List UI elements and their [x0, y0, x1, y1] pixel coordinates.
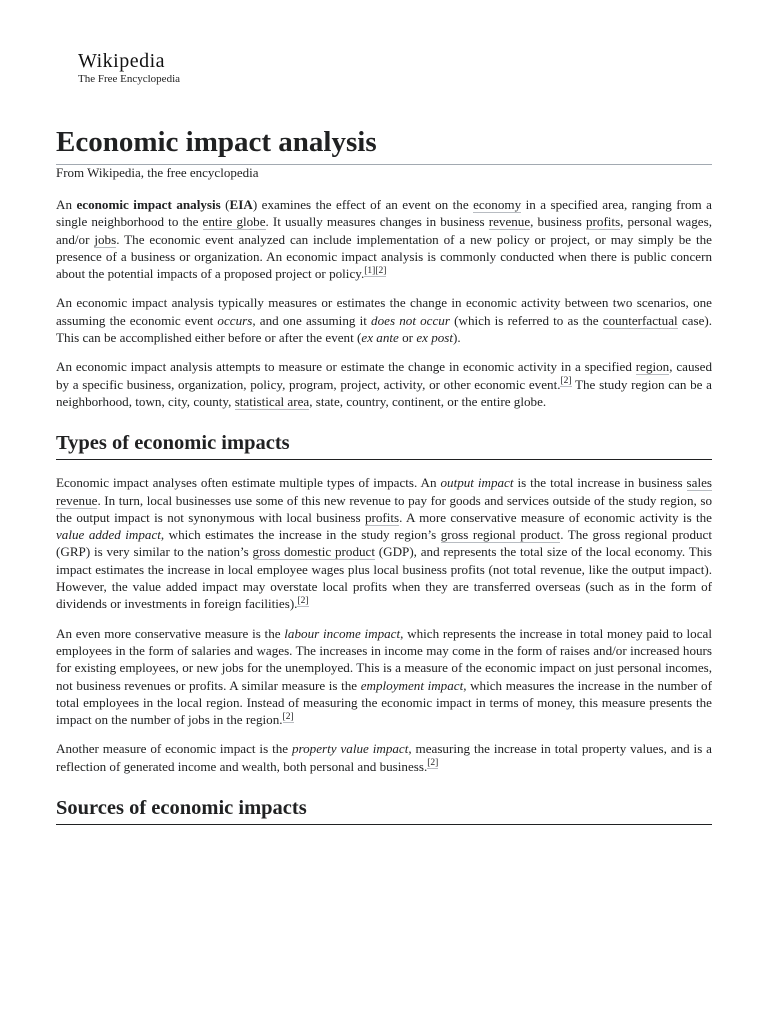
- link-entire-globe[interactable]: entire globe: [202, 214, 266, 230]
- link-sales-revenue[interactable]: sales revenue: [56, 475, 712, 508]
- link-gross-regional-product[interactable]: gross regional product: [440, 527, 561, 543]
- reference-link-1[interactable]: [1]: [364, 265, 376, 276]
- link-counterfactual[interactable]: counterfactual: [602, 312, 678, 328]
- intro-paragraph-2: An economic impact analysis typically measures or estimates the change in economic activity between two scenarios, one assuming the economic event occurs, and one assuming it does not occur (which is referred to as the counterfactual case). This can be accomplished either before or after the event (ex ante or ex post).: [56, 295, 713, 346]
- reference-link-2[interactable]: [2]: [282, 711, 294, 722]
- link-revenue[interactable]: revenue: [488, 214, 531, 230]
- reference-link-2[interactable]: [2]: [560, 376, 572, 387]
- reference-marker: [364, 266, 386, 277]
- link-profits[interactable]: profits: [364, 509, 400, 525]
- types-paragraph-3: Another measure of economic impact is the property value impact, measuring the increase in total property values, and is a reflection of generated income and wealth, both personal and business.[2]: [56, 741, 712, 774]
- link-gross-domestic-product[interactable]: gross domestic product: [252, 544, 375, 560]
- wikipedia-logo[interactable]: [78, 50, 180, 85]
- page-title: Economic impact analysis: [56, 120, 712, 165]
- types-paragraph-2: An even more conservative measure is the labour income impact, which represents the increase in total money paid to local employees in the form of salaries and wages. The increases in income may come in the form of raises and/or increased hours for existing employees, or new jobs for the unemployed. This is a measure of the economic impact on just personal incomes, not business revenues or profits. A similar measure is the employment impact, which measures the increase in the number of total employees in the local region. Instead of measuring the economic impact in terms of money, this measure presents the impact on the number of jobs in the region.[2]: [56, 625, 712, 728]
- section-heading-types: Types of economic impacts: [56, 428, 712, 460]
- reference-link-2[interactable]: [2]: [297, 595, 309, 606]
- intro-paragraph-1: An economic impact analysis (EIA) examines the effect of an event on the economy in a specified area, ranging from a single neighborhood to the entire globe. It usually measures changes in business revenue, business profits, personal wages, and/or jobs. The economic event analyzed can include implementation of a new policy or project, or may simply be the presence of a business or organization. An economic impact analysis is commonly conducted when there is public concern about the potential impacts of a proposed project or policy.[1][2]: [56, 197, 712, 282]
- page-subtitle: From Wikipedia, the free encyclopedia: [56, 165, 259, 180]
- link-region[interactable]: region: [635, 359, 670, 375]
- logo-tagline: The Free Encyclopedia: [78, 73, 181, 85]
- reference-marker: [560, 376, 571, 387]
- intro-paragraph-3: An economic impact analysis attempts to measure or estimate the change in economic activity in a specified region, caused by a specific business, organization, policy, program, project, activity, or other economic event.[2] The study region can be a neighborhood, town, city, county, statistical area, state, country, continent, or the entire globe.: [56, 359, 712, 409]
- link-profits[interactable]: profits: [585, 214, 621, 230]
- link-jobs[interactable]: jobs: [94, 231, 117, 247]
- reference-link-2[interactable]: [2]: [427, 758, 439, 769]
- article-content: [56, 196, 712, 839]
- types-paragraph-1: Economic impact analyses often estimate multiple types of impacts. An output impact is the total increase in business sales revenue. In turn, local businesses use some of this new revenue to pay for goods and services outside of the study region, so the output impact is not synonymous with local business profits. A more conservative measure of economic activity is the value added impact, which estimates the increase in the study region’s gross regional product. The gross regional product (GRP) is very similar to the nation’s gross domestic product (GDP), and represents the total size of the local economy. This impact estimates the increase in local employee wages plus local business profits (not total revenue, like the output impact). However, the value added impact may overstate local profits when they are transferred overseas (such as in the form of dividends or investments in foreign facilities).[2]: [56, 475, 712, 612]
- link-statistical-area[interactable]: statistical area: [234, 393, 310, 409]
- link-economy[interactable]: economy: [473, 197, 522, 212]
- reference-marker: [427, 758, 438, 769]
- reference-marker: [297, 596, 308, 607]
- reference-marker: [283, 712, 294, 723]
- logo-wordmark: Wikipedia: [78, 50, 165, 72]
- section-heading-sources: Sources of economic impacts: [56, 793, 712, 825]
- reference-link-2[interactable]: [2]: [375, 265, 387, 276]
